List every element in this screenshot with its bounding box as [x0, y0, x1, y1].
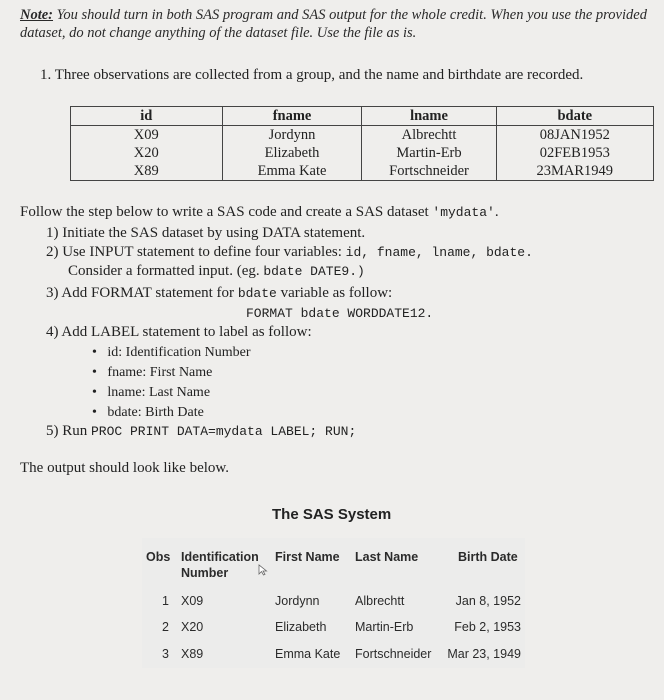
bullet-dot-icon: •: [92, 365, 97, 380]
output-intro: The output should look like below.: [20, 460, 230, 476]
assignment-note: [20, 6, 650, 42]
instructions-intro: [20, 204, 499, 221]
output-cell-fname: Emma Kate: [275, 647, 341, 661]
bullet-text: id: Identification Number: [107, 345, 251, 360]
step-2-detail-code: bdate DATE9.): [263, 264, 365, 279]
step-2: [46, 244, 533, 261]
cell-bdate: 23MAR1949: [496, 162, 653, 181]
bullet-item: [92, 345, 250, 361]
bullet-item: [92, 405, 204, 421]
step-2-detail-text: Consider a formatted input. (eg.: [68, 263, 264, 279]
output-header-obs: Obs: [146, 550, 171, 564]
cell-lname: Albrechtt: [362, 126, 496, 145]
step-2-detail: [68, 263, 365, 280]
cell-lname: Martin-Erb: [362, 144, 496, 162]
header-bdate: bdate: [496, 107, 653, 126]
output-header-id: Identification: [181, 550, 259, 564]
sas-output-table: [142, 538, 525, 668]
step-5-text: 5) Run: [46, 423, 91, 439]
dataset-table: [70, 106, 654, 181]
output-cell-fname: Elizabeth: [275, 620, 327, 634]
step-2-code: id, fname, lname, bdate.: [345, 245, 533, 260]
step-4: 4) Add LABEL statement to label as follow:: [46, 324, 312, 340]
dataset-row: [71, 126, 654, 145]
header-id: id: [71, 107, 223, 126]
output-cell-bdate: Jan 8, 1952: [455, 594, 521, 608]
output-cell-fname: Jordynn: [275, 594, 320, 608]
bullet-text: lname: Last Name: [107, 385, 211, 400]
output-cell-obs: 2: [162, 620, 169, 634]
step-3-text: 3) Add FORMAT statement for: [46, 285, 238, 301]
step-1: 1) Initiate the SAS dataset by using DATA statement.: [46, 225, 366, 241]
output-cell-bdate: Mar 23, 1949: [447, 647, 521, 661]
output-cell-id: X20: [181, 620, 204, 634]
header-fname: fname: [222, 107, 362, 126]
step-5-code: PROC PRINT DATA=mydata LABEL; RUN;: [91, 424, 357, 439]
mouse-pointer-icon: [258, 564, 268, 576]
intro-text: Follow the step below to write a SAS code and create a SAS dataset: [20, 204, 433, 220]
dataset-row: [71, 144, 654, 162]
cell-bdate: 08JAN1952: [496, 126, 653, 145]
cell-bdate: 02FEB1953: [496, 144, 653, 162]
cell-id: X09: [71, 126, 223, 145]
intro-period: .: [494, 204, 499, 220]
note-text: You should turn in both SAS program and SAS output for the whole credit. When you use the provided dataset, do not change anything of the dataset file. Use the file as is.: [20, 7, 647, 41]
bullet-dot-icon: •: [92, 405, 97, 420]
cell-id: X20: [71, 144, 223, 162]
bullet-text: fname: First Name: [107, 365, 213, 380]
step-5: [46, 423, 356, 440]
step-3-code: bdate: [237, 286, 277, 301]
cell-fname: Elizabeth: [222, 144, 362, 162]
bullet-item: [92, 365, 212, 381]
dataset-header-row: [71, 107, 654, 126]
dataset-row: [71, 162, 654, 181]
step-3: [46, 285, 392, 302]
output-cell-obs: 1: [162, 594, 169, 608]
header-lname: lname: [362, 107, 496, 126]
output-header-bdate: Birth Date: [458, 550, 518, 564]
output-header-lname: Last Name: [355, 550, 419, 564]
cell-fname: Jordynn: [222, 126, 362, 145]
note-label: Note:: [20, 7, 54, 23]
format-code: FORMAT bdate WORDDATE12.: [246, 306, 434, 321]
output-cell-lname: Albrechtt: [355, 594, 405, 608]
output-cell-id: X09: [181, 594, 204, 608]
sas-output-title: The SAS System: [272, 506, 392, 523]
output-cell-obs: 3: [162, 647, 169, 661]
output-header-fname: First Name: [275, 550, 340, 564]
bullet-dot-icon: •: [92, 345, 97, 360]
step-3-text-end: variable as follow:: [276, 285, 393, 301]
step-2-text: 2) Use INPUT statement to define four variables:: [46, 244, 346, 260]
cell-id: X89: [71, 162, 223, 181]
output-cell-bdate: Feb 2, 1953: [454, 620, 521, 634]
bullet-item: [92, 385, 210, 401]
intro-dataset-name: 'mydata': [432, 205, 495, 220]
output-header-id-line2: Number: [181, 566, 229, 580]
bullet-text: bdate: Birth Date: [107, 405, 204, 420]
output-cell-id: X89: [181, 647, 204, 661]
cell-lname: Fortschneider: [362, 162, 496, 181]
cell-fname: Emma Kate: [222, 162, 362, 181]
bullet-dot-icon: •: [92, 385, 97, 400]
question-1: 1. Three observations are collected from a group, and the name and birthdate are recorded.: [40, 67, 584, 83]
output-cell-lname: Martin-Erb: [355, 620, 414, 634]
output-cell-lname: Fortschneider: [355, 647, 432, 661]
